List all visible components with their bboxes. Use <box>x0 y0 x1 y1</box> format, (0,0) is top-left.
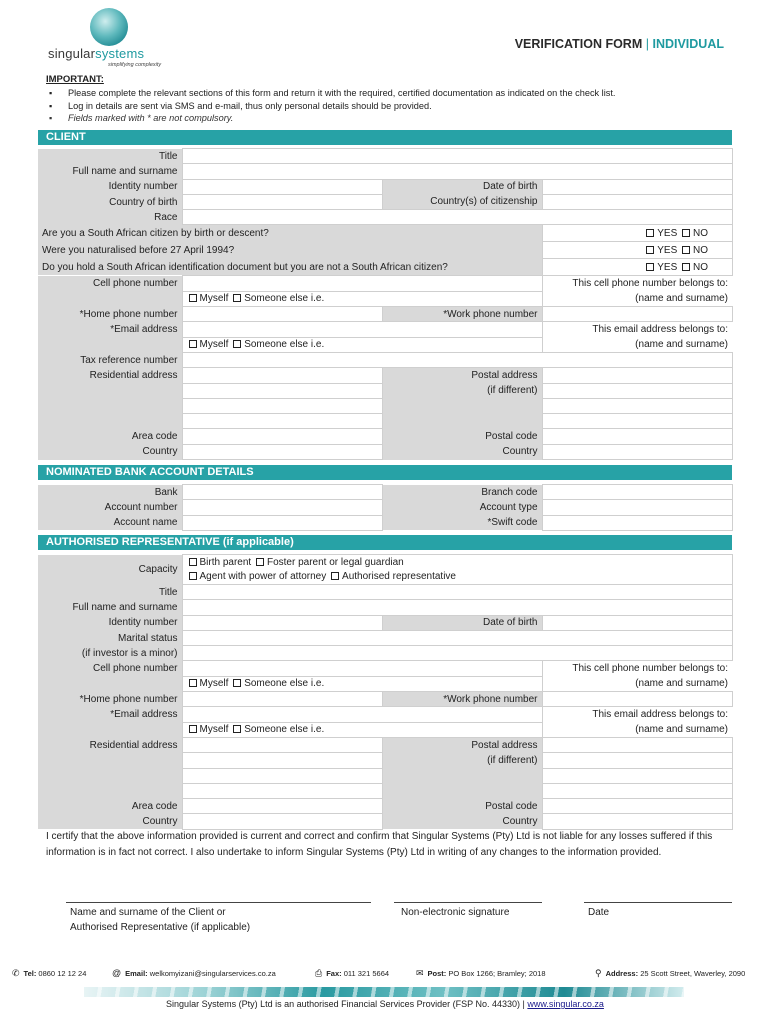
rep-postal-country-label: Country <box>382 814 542 829</box>
race-label: Race <box>38 210 182 225</box>
title-separator: | <box>645 37 649 51</box>
empty-label <box>382 414 542 429</box>
checkbox-rep-cell-someone[interactable] <box>233 679 241 687</box>
rep-country-label: Country <box>38 814 182 829</box>
country-label: Country <box>38 444 182 459</box>
rep-title-label: Title <box>38 585 182 600</box>
rep-postal-line-1[interactable] <box>542 737 732 752</box>
empty-label <box>382 398 542 413</box>
myself-label: Myself <box>199 678 229 690</box>
account-type-field[interactable] <box>542 500 732 515</box>
title-field[interactable] <box>182 149 732 164</box>
rep-email-belongs-label: This email address belongs to: <box>542 707 732 722</box>
checkbox-email-myself[interactable] <box>189 340 197 348</box>
authorised-rep-label: Authorised representative <box>342 570 456 582</box>
company-logo <box>48 8 178 68</box>
checkbox-sa-id-no[interactable] <box>682 263 690 271</box>
tax-label: Tax reference number <box>38 352 182 367</box>
rep-cell-owner-choice <box>182 676 542 691</box>
myself-label: Myself <box>199 724 229 736</box>
important-title: IMPORTANT: <box>46 74 104 85</box>
no-label: NO <box>693 261 709 273</box>
name-signature-label-line2: Authorised Representative (if applicable) <box>70 922 251 933</box>
area-code-label: Area code <box>38 429 182 444</box>
rep-home-phone-label: *Home phone number <box>38 692 182 707</box>
rep-postal-line-3[interactable] <box>542 768 732 783</box>
citizenship-label: Country(s) of citizenship <box>382 194 542 209</box>
rep-postal-country-field[interactable] <box>542 814 732 829</box>
checkbox-naturalised-yes[interactable] <box>646 246 654 254</box>
home-phone-field[interactable] <box>182 307 382 322</box>
bank-field[interactable] <box>182 485 382 500</box>
signature-label: Non-electronic signature <box>401 907 510 918</box>
rep-dob-field[interactable] <box>542 615 732 630</box>
if-different-label: (if different) <box>382 383 542 398</box>
address-label: Address: <box>605 969 639 978</box>
identity-label: Identity number <box>38 179 182 194</box>
fax-value: 011 321 5664 <box>343 969 390 978</box>
area-code-field[interactable] <box>182 429 382 444</box>
rep-postal-code-field[interactable] <box>542 799 732 814</box>
full-name-field[interactable] <box>182 164 732 179</box>
rep-full-name-label: Full name and surname <box>38 600 182 615</box>
postal-line-4[interactable] <box>542 414 732 429</box>
account-number-field[interactable] <box>182 500 382 515</box>
empty-label <box>38 676 182 691</box>
residential-line-3[interactable] <box>182 398 382 413</box>
section-header-bank: NOMINATED BANK ACCOUNT DETAILS <box>38 465 732 480</box>
rep-if-different-label: (if different) <box>382 753 542 768</box>
someone-label: Someone else i.e. <box>244 724 325 736</box>
contact-post <box>416 968 546 979</box>
contact-tel <box>12 968 86 979</box>
empty-label <box>38 768 182 783</box>
empty-label <box>38 337 182 352</box>
residential-line-2[interactable] <box>182 383 382 398</box>
home-phone-label: *Home phone number <box>38 307 182 322</box>
cell-label: Cell phone number <box>38 276 182 291</box>
email-field[interactable] <box>182 322 542 337</box>
agent-poa-label: Agent with power of attorney <box>199 570 327 582</box>
rep-work-phone-field[interactable] <box>542 692 732 707</box>
tel-value: 0860 12 12 24 <box>38 969 87 978</box>
empty-label <box>38 398 182 413</box>
country-birth-label: Country of birth <box>38 194 182 209</box>
postal-line-1[interactable] <box>542 368 732 383</box>
postal-country-field[interactable] <box>542 444 732 459</box>
marital-label: Marital status <box>38 630 182 645</box>
important-notes <box>46 74 736 125</box>
post-value: PO Box 1266; Bramley; 2018 <box>448 969 546 978</box>
important-item: ▪ Please complete the relevant sections of this form and return it with the required, certified documentation as indicated on the check list. <box>46 87 736 100</box>
someone-label: Someone else i.e. <box>244 678 325 690</box>
title-label: Title <box>38 149 182 164</box>
post-label: Post: <box>427 969 447 978</box>
empty-label <box>38 383 182 398</box>
client-table <box>38 148 733 460</box>
postal-code-label: Postal code <box>382 429 542 444</box>
checkbox-sa-id-yes[interactable] <box>646 263 654 271</box>
globe-icon <box>90 8 128 46</box>
no-label: NO <box>693 227 709 239</box>
checkbox-rep-cell-myself[interactable] <box>189 679 197 687</box>
at-icon: @ <box>112 968 122 978</box>
rep-residential-line-3[interactable] <box>182 768 382 783</box>
citizenship-field[interactable] <box>542 194 732 209</box>
capacity-label: Capacity <box>38 555 182 585</box>
name-surname-note: (name and surname) <box>542 722 732 737</box>
cell-owner-choice <box>182 291 542 306</box>
yes-label: YES <box>657 244 678 256</box>
checkbox-citizen-yes[interactable] <box>646 229 654 237</box>
mail-icon: ✉ <box>416 968 424 978</box>
name-signature-label-line1: Name and surname of the Client or <box>70 907 226 918</box>
account-number-label: Account number <box>38 500 182 515</box>
rep-home-phone-field[interactable] <box>182 692 382 707</box>
cell-belongs-label: This cell phone number belongs to: <box>542 276 732 291</box>
empty-label <box>38 783 182 798</box>
page-title <box>515 37 724 51</box>
cell-field[interactable] <box>182 276 542 291</box>
rep-country-field[interactable] <box>182 814 382 829</box>
name-surname-note: (name and surname) <box>542 337 732 352</box>
no-label: NO <box>693 244 709 256</box>
country-birth-field[interactable] <box>182 194 382 209</box>
work-phone-label: *Work phone number <box>382 307 542 322</box>
checkbox-agent-poa[interactable] <box>189 572 197 580</box>
someone-label: Someone else i.e. <box>244 293 325 305</box>
account-name-label: Account name <box>38 515 182 530</box>
title-main: VERIFICATION FORM <box>514 37 643 51</box>
email-label: *Email address <box>38 322 182 337</box>
postal-code-field[interactable] <box>542 429 732 444</box>
rep-residential-line-4[interactable] <box>182 783 382 798</box>
logo-tagline: simplifying complexity <box>108 62 162 68</box>
rep-cell-belongs-label: This cell phone number belongs to: <box>542 661 732 676</box>
rep-cell-label: Cell phone number <box>38 661 182 676</box>
naturalised-yes-no <box>542 242 732 259</box>
footer-text <box>0 999 770 1009</box>
certification-statement: I certify that the above information provided is current and correct and confirm that Singular Systems (Pty) Ltd is not liable for any losses suffered if this information is in fact not correct. I also undertake to inform Singular Systems (Pty) Ltd in writing of any changes to the information provided. <box>46 831 713 858</box>
swift-label: *Swift code <box>382 515 542 530</box>
rep-identity-label: Identity number <box>38 615 182 630</box>
email-belongs-label: This email address belongs to: <box>542 322 732 337</box>
footer-decorative-bar <box>84 987 684 997</box>
myself-label: Myself <box>199 293 229 305</box>
account-name-field[interactable] <box>182 515 382 530</box>
marital-field[interactable] <box>182 630 732 645</box>
name-signature-label <box>70 905 250 935</box>
full-name-label: Full name and surname <box>38 164 182 179</box>
identity-field[interactable] <box>182 179 382 194</box>
fax-icon: ⎙ <box>315 968 323 978</box>
title-sub: INDIVIDUAL <box>652 37 724 51</box>
someone-label: Someone else i.e. <box>244 339 325 351</box>
rep-residential-line-2[interactable] <box>182 753 382 768</box>
account-type-label: Account type <box>382 500 542 515</box>
footer-fsp-text: Singular Systems (Pty) Ltd is an authorised Financial Services Provider (FSP No. 44330) | <box>166 999 525 1009</box>
location-pin-icon: ⚲ <box>595 968 602 978</box>
yes-label: YES <box>657 227 678 239</box>
postal-line-2[interactable] <box>542 383 732 398</box>
rep-residential-label: Residential address <box>38 737 182 752</box>
country-field[interactable] <box>182 444 382 459</box>
residential-label: Residential address <box>38 368 182 383</box>
empty-label <box>38 414 182 429</box>
postal-country-label: Country <box>382 444 542 459</box>
fax-label: Fax: <box>326 969 342 978</box>
myself-label: Myself <box>199 339 229 351</box>
question-citizen: Are you a South African citizen by birth or descent? <box>38 225 542 242</box>
rep-residential-line-1[interactable] <box>182 737 382 752</box>
dob-field[interactable] <box>542 179 732 194</box>
rep-full-name-field[interactable] <box>182 600 732 615</box>
rep-dob-label: Date of birth <box>382 615 542 630</box>
rep-cell-field[interactable] <box>182 661 542 676</box>
rep-email-label: *Email address <box>38 707 182 722</box>
name-signature-line[interactable] <box>66 902 371 903</box>
sa-id-yes-no <box>542 259 732 276</box>
checkbox-cell-someone[interactable] <box>233 294 241 302</box>
rep-area-code-field[interactable] <box>182 799 382 814</box>
contact-fax <box>315 968 389 979</box>
race-field[interactable] <box>182 210 732 225</box>
address-value: 25 Scott Street, Waverley, 2090 <box>640 969 746 978</box>
empty-label <box>38 291 182 306</box>
date-line[interactable] <box>584 902 732 903</box>
logo-wordmark: singularsystems <box>48 46 145 61</box>
foster-parent-label: Foster parent or legal guardian <box>266 556 404 568</box>
email-owner-choice <box>182 337 542 352</box>
rep-work-phone-label: *Work phone number <box>382 692 542 707</box>
checkbox-foster-parent[interactable] <box>256 558 264 566</box>
name-surname-note: (name and surname) <box>542 676 732 691</box>
residential-line-4[interactable] <box>182 414 382 429</box>
branch-code-label: Branch code <box>382 485 542 500</box>
contact-email <box>112 968 276 978</box>
checkbox-email-someone[interactable] <box>233 340 241 348</box>
work-phone-field[interactable] <box>542 307 732 322</box>
rep-postal-label: Postal address <box>382 737 542 752</box>
residential-line-1[interactable] <box>182 368 382 383</box>
minor-label: (if investor is a minor) <box>38 646 182 661</box>
rep-identity-field[interactable] <box>182 615 382 630</box>
postal-line-3[interactable] <box>542 398 732 413</box>
checkbox-citizen-no[interactable] <box>682 229 690 237</box>
name-surname-note: (name and surname) <box>542 291 732 306</box>
birth-parent-label: Birth parent <box>199 556 252 568</box>
signature-line[interactable] <box>394 902 542 903</box>
rep-postal-line-4[interactable] <box>542 783 732 798</box>
yes-label: YES <box>657 261 678 273</box>
contact-address <box>595 968 745 979</box>
empty-label <box>382 768 542 783</box>
date-label: Date <box>588 907 610 918</box>
footer-website-link[interactable]: www.singular.co.za <box>527 999 604 1009</box>
empty-label <box>38 753 182 768</box>
swift-field[interactable] <box>542 515 732 530</box>
checkbox-naturalised-no[interactable] <box>682 246 690 254</box>
tax-field[interactable] <box>182 352 732 367</box>
checkbox-cell-myself[interactable] <box>189 294 197 302</box>
empty-label <box>382 783 542 798</box>
marital-field-2[interactable] <box>182 646 732 661</box>
phone-icon: ✆ <box>12 968 20 978</box>
question-sa-id: Do you hold a South African identification document but you are not a South African citizen? <box>38 259 542 276</box>
email-value[interactable]: welkomyizani@singularservices.co.za <box>149 969 276 978</box>
important-item: ▪ Fields marked with * are not compulsory. <box>46 112 736 125</box>
bank-table <box>38 484 733 531</box>
tel-label: Tel: <box>23 969 37 978</box>
empty-label <box>38 722 182 737</box>
checkbox-authorised-rep[interactable] <box>331 572 339 580</box>
bank-label: Bank <box>38 485 182 500</box>
question-naturalised: Were you naturalised before 27 April 1994? <box>38 242 542 259</box>
section-header-client: CLIENT <box>38 130 732 145</box>
branch-code-field[interactable] <box>542 485 732 500</box>
important-item: ▪ Log in details are sent via SMS and e-mail, thus only personal details should be provided. <box>46 100 736 113</box>
postal-label: Postal address <box>382 368 542 383</box>
rep-postal-line-2[interactable] <box>542 753 732 768</box>
email-contact-label: Email: <box>125 969 148 978</box>
rep-area-code-label: Area code <box>38 799 182 814</box>
capacity-options <box>182 555 732 585</box>
rep-email-owner-choice <box>182 722 542 737</box>
dob-label: Date of birth <box>382 179 542 194</box>
rep-title-field[interactable] <box>182 585 732 600</box>
checkbox-rep-email-someone[interactable] <box>233 725 241 733</box>
rep-table <box>38 554 733 830</box>
rep-email-field[interactable] <box>182 707 542 722</box>
checkbox-birth-parent[interactable] <box>189 558 197 566</box>
citizen-yes-no <box>542 225 732 242</box>
checkbox-rep-email-myself[interactable] <box>189 725 197 733</box>
rep-postal-code-label: Postal code <box>382 799 542 814</box>
section-header-rep: AUTHORISED REPRESENTATIVE (if applicable) <box>38 535 732 550</box>
